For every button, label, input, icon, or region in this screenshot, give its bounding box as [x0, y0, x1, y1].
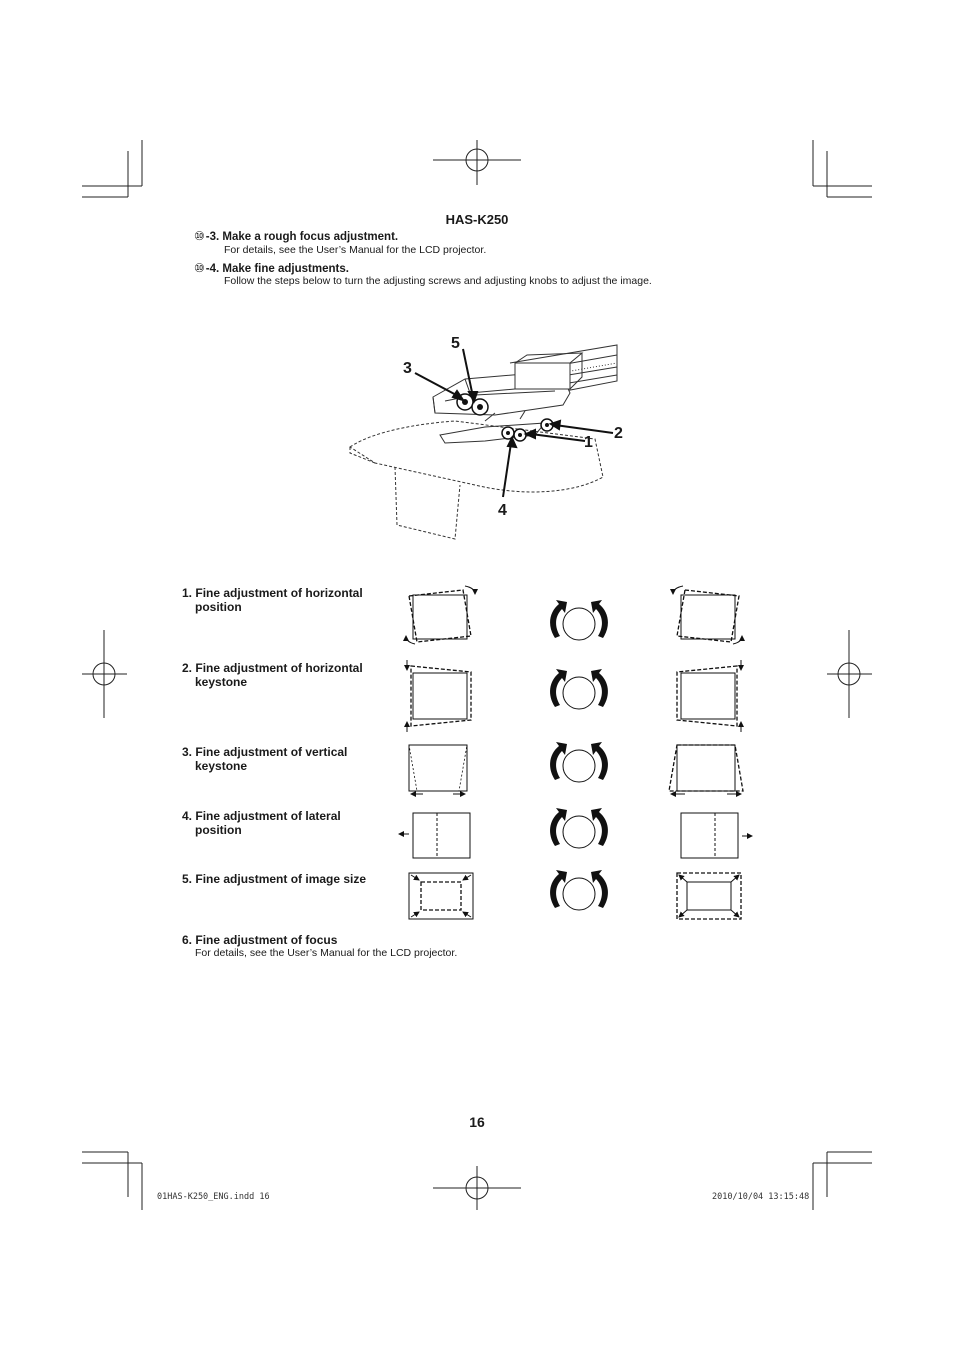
focus-detail: For details, see the User’s Manual for the LCD projector.: [195, 947, 458, 959]
item-number: 3.: [182, 745, 193, 759]
item-number: 1.: [182, 586, 193, 600]
step-detail: Follow the steps below to turn the adjusting screws and adjusting knobs to adjust the image.: [224, 275, 652, 287]
step-label: -3. Make a rough focus adjustment.: [205, 231, 399, 243]
item-title: Fine adjustment of focus: [195, 933, 338, 947]
adjustment-item-5: [182, 872, 382, 886]
step-detail: For details, see the User’s Manual for the LCD projector.: [224, 244, 487, 256]
callout-1: 1: [584, 434, 593, 451]
item-number: 4.: [182, 809, 193, 823]
rotate-knob-icon: [550, 600, 608, 640]
item-number: 2.: [182, 661, 193, 675]
item-title-continued: keystone: [195, 675, 248, 689]
step-label: -4. Make fine adjustments.: [205, 263, 349, 275]
rotate-knob-icon: [550, 742, 608, 782]
callout-4: 4: [498, 502, 507, 519]
step-fine-adjust: [194, 261, 349, 275]
slug-file-name: 01HAS-K250_ENG.indd 16: [157, 1192, 270, 1202]
item-title: Fine adjustment of vertical: [195, 745, 348, 759]
item-title: Fine adjustment of lateral: [195, 809, 341, 823]
circled-ten-glyph: ⑩: [194, 261, 205, 275]
circled-ten-glyph: ⑩: [194, 229, 205, 243]
adjustment-item-6: [182, 933, 382, 947]
item-number: 6.: [182, 933, 193, 947]
item-title-continued: keystone: [195, 759, 248, 773]
callout-3: 3: [403, 360, 412, 377]
slug-timestamp: 2010/10/04 13:15:48: [712, 1192, 810, 1202]
rotate-knob-icon: [550, 870, 608, 910]
item-title-continued: position: [195, 823, 242, 837]
adjustment-item-4: [182, 809, 382, 837]
adjustment-item-1: [182, 586, 382, 614]
callout-2: 2: [614, 425, 623, 442]
page-number: 16: [469, 1114, 485, 1130]
item-title: Fine adjustment of image size: [195, 872, 367, 886]
projector-mount-illustration: [345, 335, 625, 545]
adjustment-item-3: [182, 745, 382, 773]
item-title: Fine adjustment of horizontal: [195, 586, 363, 600]
rotate-knob-icon: [550, 808, 608, 848]
item-title: Fine adjustment of horizontal: [195, 661, 363, 675]
step-rough-focus: [194, 229, 398, 243]
item-title-continued: position: [195, 600, 242, 614]
rotate-knob-icon: [550, 669, 608, 709]
callout-5: 5: [451, 335, 460, 352]
adjustment-item-2: [182, 661, 382, 689]
document-title: HAS-K250: [445, 212, 509, 227]
adjustment-diagrams: [395, 580, 765, 930]
item-number: 5.: [182, 872, 193, 886]
